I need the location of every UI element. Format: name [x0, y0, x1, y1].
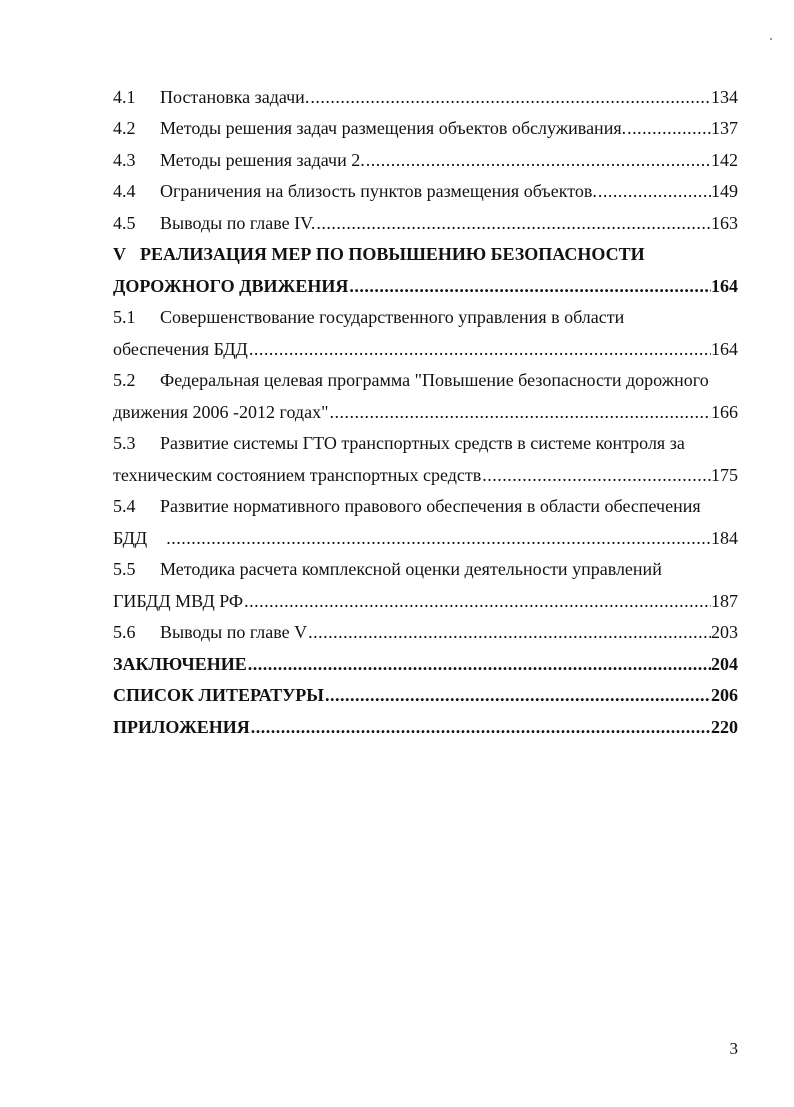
toc-number: 4.2	[113, 118, 136, 138]
toc-title-line2: движения 2006 -2012 годах"	[113, 401, 329, 422]
toc-entry-5-3-line2	[113, 454, 738, 486]
toc-page: 134	[711, 86, 738, 107]
toc-entry-4-3	[113, 139, 738, 171]
toc-title: Методы решения задачи 2.	[160, 149, 365, 170]
toc-number: 5.6	[113, 622, 136, 642]
toc-number: 4.4	[113, 181, 136, 201]
dot-leader	[165, 527, 711, 549]
scan-speck	[770, 38, 772, 40]
toc-entry-5-3-line1	[113, 423, 738, 455]
chapter-title-line1: РЕАЛИЗАЦИЯ МЕР ПО ПОВЫШЕНИЮ БЕЗОПАСНОСТИ	[140, 244, 645, 264]
toc-entry-5-4-line1	[113, 486, 738, 518]
toc-title-line2: техническим состоянием транспортных средств	[113, 464, 482, 485]
toc-number: 4.5	[113, 212, 136, 233]
toc-page: 220	[711, 716, 738, 737]
dot-leader	[307, 621, 711, 643]
toc-title: Ограничения на близость пунктов размещения объектов.	[160, 181, 597, 201]
dot-leader	[250, 716, 711, 738]
page-number: 3	[729, 1039, 738, 1058]
toc-entry-5-2-line1	[113, 360, 738, 392]
chapter-title-line2: ДОРОЖНОГО ДВИЖЕНИЯ	[113, 275, 349, 296]
toc-entry-5-1-line2	[113, 328, 738, 360]
toc-page: 187	[711, 590, 738, 611]
toc-title-line2: обеспечения БДД	[113, 338, 248, 359]
toc-entry-4-2	[113, 108, 738, 140]
toc-page: 184	[711, 527, 738, 548]
toc-conclusion	[113, 643, 738, 675]
toc-page: 149	[711, 181, 738, 201]
toc-title: Выводы по главе V	[160, 622, 308, 642]
toc-title-line2: ГИБДД МВД РФ	[113, 590, 244, 611]
toc-page: 142	[711, 149, 738, 170]
toc-title: Методы решения задач размещения объектов обслуживания.	[160, 118, 627, 138]
toc-title-line1: Совершенствование государственного управления в области	[160, 307, 625, 327]
toc-page: 163	[711, 212, 738, 233]
dot-leader	[324, 684, 711, 706]
toc-page: 203	[711, 622, 738, 642]
toc-page: 137	[711, 118, 738, 138]
dot-leader	[626, 117, 711, 139]
toc-number: 4.3	[113, 149, 136, 170]
toc-title-line1: Развитие системы ГТО транспортных средств в системе контроля за	[160, 433, 685, 453]
toc-page: 175	[711, 464, 738, 485]
toc-chapter-5-line1	[113, 234, 738, 266]
dot-leader	[328, 401, 711, 423]
toc-entry-5-1-line1	[113, 297, 738, 329]
toc-references	[113, 675, 738, 707]
toc-title-line1: Развитие нормативного правового обеспечения в области обеспечения	[160, 496, 701, 516]
toc-entry-5-5-line1	[113, 549, 738, 581]
toc-title: СПИСОК ЛИТЕРАТУРЫ	[113, 685, 324, 705]
toc-number: 5.1	[113, 307, 136, 327]
dot-leader	[248, 338, 711, 360]
dot-leader	[247, 653, 711, 675]
toc-entry-4-1	[113, 76, 738, 108]
toc-entry-4-5	[113, 202, 738, 234]
toc-page: 164	[711, 275, 738, 296]
toc-title: ЗАКЛЮЧЕНИЕ	[113, 653, 247, 674]
dot-leader	[243, 590, 711, 612]
toc-number: 5.3	[113, 433, 136, 453]
dot-leader	[365, 149, 711, 171]
toc-title: Постановка задачи.	[160, 86, 310, 107]
toc-title-line1: Федеральная целевая программа "Повышение безопасности дорожного	[160, 370, 709, 390]
toc-appendices	[113, 706, 738, 738]
toc-page: 164	[711, 338, 738, 359]
toc-title-line1: Методика расчета комплексной оценки деятельности управлений	[160, 559, 662, 579]
toc-chapter-5-line2	[113, 265, 738, 297]
toc-title-line2: БДД	[113, 527, 148, 548]
toc-page: 166	[711, 401, 738, 422]
table-of-contents	[113, 76, 738, 738]
toc-entry-5-5-line2	[113, 580, 738, 612]
toc-number: 5.4	[113, 496, 136, 516]
toc-title: Выводы по главе IV.	[160, 212, 316, 233]
toc-entry-5-4-line2	[113, 517, 738, 549]
dot-leader	[597, 180, 711, 202]
toc-number: 5.5	[113, 559, 136, 579]
toc-number: 5.2	[113, 370, 136, 390]
toc-entry-4-4	[113, 171, 738, 203]
toc-title: ПРИЛОЖЕНИЯ	[113, 716, 250, 737]
chapter-number: V	[113, 244, 126, 264]
toc-page: 204	[711, 653, 738, 674]
dot-leader	[481, 464, 711, 486]
toc-entry-5-2-line2	[113, 391, 738, 423]
toc-page: 206	[711, 685, 738, 705]
toc-number: 4.1	[113, 86, 136, 107]
dot-leader	[315, 212, 711, 234]
dot-leader	[309, 86, 711, 108]
toc-entry-5-6	[113, 612, 738, 644]
dot-leader	[348, 275, 711, 297]
